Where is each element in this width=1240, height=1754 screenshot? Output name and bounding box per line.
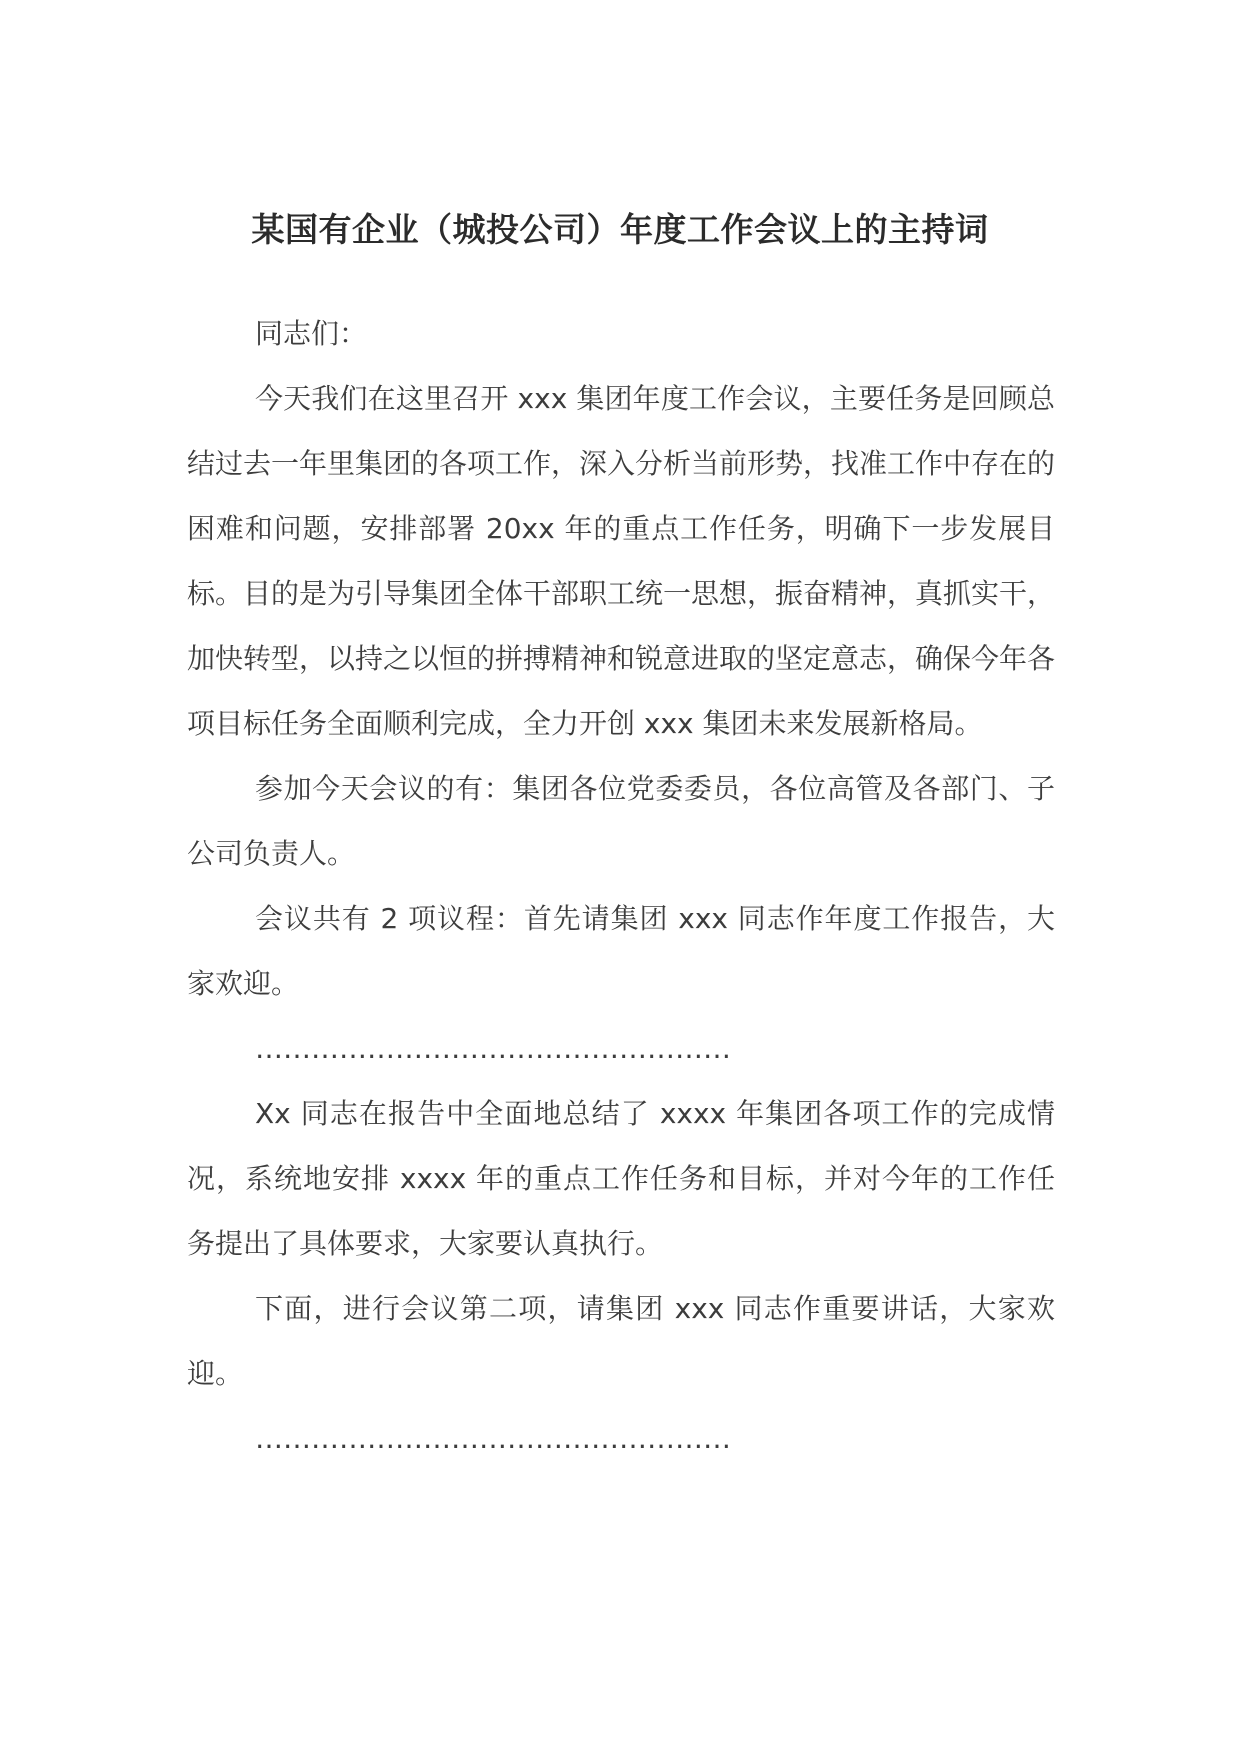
second-item-paragraph: 下面，进行会议第二项，请集团 xxx 同志作重要讲话，大家欢迎。	[187, 1292, 1055, 1390]
ellipsis-separator: ……………………………………………	[255, 1032, 731, 1065]
document-title: 某国有企业（城投公司）年度工作会议上的主持词	[251, 210, 989, 249]
attendees-paragraph: 参加今天会议的有：集团各位党委委员，各位高管及各部门、子公司负责人。	[187, 772, 1055, 870]
opening-paragraph: 今天我们在这里召开 xxx 集团年度工作会议，主要任务是回顾总结过去一年里集团的各项工作，深入分析当前形势，找准工作中存在的困难和问题，安排部署 20xx 年的重点工作任务，明确下一步发展目标。目的是为引导集团全体干部职工统一思想，振奋精神，真抓实干，加快转型，以持之以恒的拼搏精神和锐意进取的坚定意志，确保今年各项目标任务全面顺利完成，全力开创 xxx 集团未来发展新格局。	[187, 382, 1056, 740]
agenda-paragraph: 会议共有 2 项议程：首先请集团 xxx 同志作年度工作报告，大家欢迎。	[187, 902, 1055, 1000]
ellipsis-separator: ……………………………………………	[255, 1422, 731, 1455]
document-body	[187, 301, 1055, 1471]
summary-paragraph: Xx 同志在报告中全面地总结了 xxxx 年集团各项工作的完成情况，系统地安排 xxxx 年的重点工作任务和目标，并对今年的工作任务提出了具体要求，大家要认真执行。	[187, 1097, 1055, 1260]
salutation-paragraph: 同志们：	[255, 317, 368, 350]
